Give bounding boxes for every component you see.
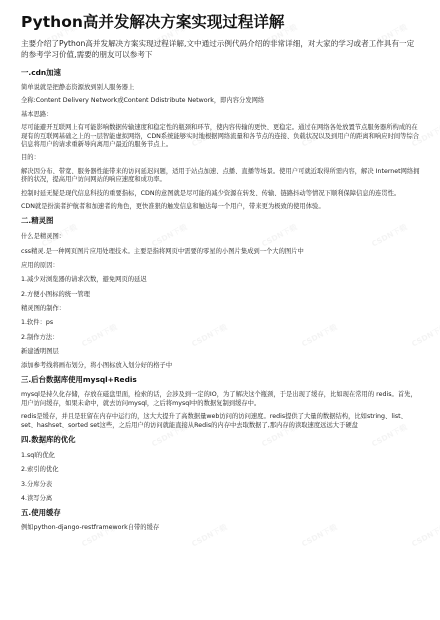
- paragraph: 尽可能避开互联网上有可能影响数据传输速度和稳定性的瓶颈和环节，使内容传输的更快、更稳定。通过在网络各处放置节点服务器所构成的在现有的互联网基础之上的一层智能虚拟网络，CDN系统能够实时地根据网络流量和各节点的连接、负载状况以及到用户的距离和响应时间等综合信息将用户的请求重新导向离用户最近的服务节点上。: [21, 124, 420, 149]
- paragraph: 控制时延无疑是现代信息科技的重要指标，CDN的意图就是尽可能的减少资源在转发、传输、链路抖动等情况下顺利保障信息的连贯性。: [21, 189, 401, 197]
- document-body: [21, 12, 421, 538]
- list-item: 2.索引的优化: [21, 466, 59, 474]
- paragraph: CDN就是扮演者护航者和加速者的角色，更快准狠的触发信息和触达每一个用户，带来更为极致的使用体验。: [21, 203, 325, 211]
- document-intro: 主要介绍了Python高并发解决方案实现过程详解,文中通过示例代码介绍的非常详细，对大家的学习或者工作具有一定的参考学习价值,需要的朋友可以参考下: [21, 39, 415, 59]
- paragraph: 什么是精灵图：: [21, 233, 66, 241]
- section-heading-cache: 五.使用缓存: [21, 508, 61, 518]
- paragraph: mysql是持久化存储，存放在磁盘里面，检索的话，会涉及到一定的IO，为了解决这个瓶颈，于是出现了缓存，比如现在常用的 redis。首先，用户访问缓存，如果未命中，就去访问mysql，之后将mysql中的数据复制到缓存中。: [21, 391, 417, 407]
- section-heading-sprites: 二.精灵图: [21, 216, 54, 226]
- paragraph: 新建透明图层: [21, 347, 59, 355]
- section-heading-database: 三.后台数据库使用mysql+Redis: [21, 375, 137, 385]
- paragraph: 解决因分布、带宽、服务器性能带来的访问延迟问题，适用于站点加速、点播、直播等场景。使用户可就近取得所需内容，解决 Internet网络拥挤的状况，提高用户访问网站的响应速度和成功率。: [21, 167, 420, 184]
- list-item: 2.方便小图标的统一管理: [21, 290, 90, 298]
- list-item: 4.读写分离: [21, 494, 53, 502]
- section-heading-cdn: 一.cdn加速: [21, 68, 61, 77]
- paragraph: 目的：: [21, 154, 40, 162]
- paragraph: 全称:Content Delivery Network或Content Ddistribute Network，即内容分发网络: [21, 97, 265, 105]
- paragraph: 基本思路：: [21, 110, 53, 118]
- paragraph: 应用的原因：: [21, 262, 59, 270]
- list-item: 1.软件：ps: [21, 319, 54, 327]
- paragraph: 精灵图的制作：: [21, 304, 66, 312]
- document-title: Python高并发解决方案实现过程详解: [21, 13, 285, 31]
- paragraph: 添加参考线将画布划分，将小图标放入划分好的格子中: [21, 362, 173, 370]
- paragraph: css精灵.是一种网页图片应用处理技术。主要是指将网页中需要的零星的小图片集成到一个大的图片中: [21, 247, 304, 255]
- paragraph: 例如python-django-restframework自带的缓存: [21, 524, 160, 532]
- list-item: 1.sql的优化: [21, 452, 55, 460]
- paragraph: redis是缓存，并且是驻留在内存中运行的，这大大提升了高数据量web访问的访问速度。redis提供了大量的数据结构，比如string、list、set、hashset、sorted set这些，之后用户的访问就能直接从Redis的内存中去取数据了,那内存的读取速度远远大于硬盘: [21, 413, 407, 429]
- list-item: 1.减少对浏览器的请求次数，避免网页的延迟: [21, 276, 147, 284]
- list-item: 2.制作方法：: [21, 333, 59, 341]
- list-item: 3.分库分表: [21, 480, 53, 488]
- paragraph: 简单说就是把静态资源放到别人服务器上: [21, 84, 135, 91]
- section-heading-db-optimization: 四.数据库的优化: [21, 435, 76, 445]
